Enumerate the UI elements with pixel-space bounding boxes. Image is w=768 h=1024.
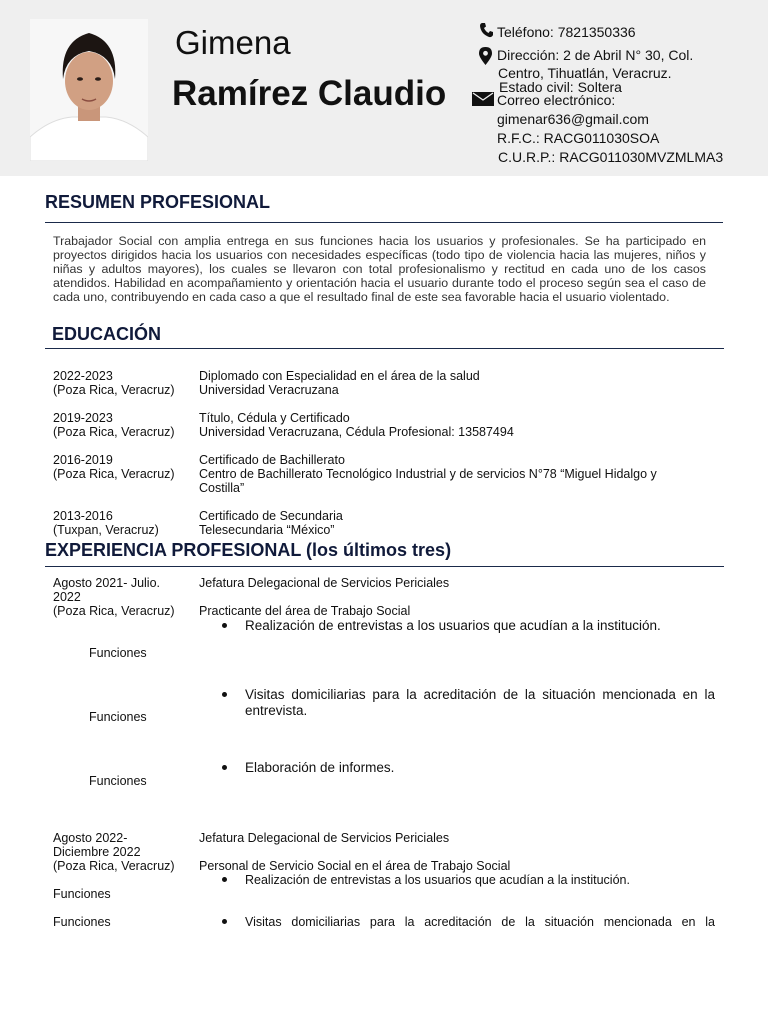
profile-photo bbox=[30, 19, 148, 161]
first-name: Gimena bbox=[175, 24, 291, 61]
functions-label: Funciones bbox=[89, 774, 147, 788]
education-place: (Poza Rica, Veracruz) bbox=[53, 425, 175, 439]
bullet-dot bbox=[222, 765, 227, 770]
curp: C.U.R.P.: RACG011030MVZMLMA3 bbox=[498, 149, 724, 165]
civil-status: Estado civil: Soltera bbox=[499, 79, 622, 95]
education-title-item: Título, Cédula y Certificado bbox=[199, 411, 350, 425]
email-label: Correo electrónico: bbox=[497, 92, 616, 108]
education-divider bbox=[45, 348, 724, 349]
job-period: Agosto 2022- bbox=[53, 831, 128, 845]
education-title: EDUCACIÓN bbox=[52, 324, 162, 344]
job-function: Visitas domiciliarias para la acreditación de la situación mencionada en la bbox=[245, 915, 715, 929]
education-years: 2016-2019 bbox=[53, 453, 113, 467]
education-place: (Tuxpan, Veracruz) bbox=[53, 523, 159, 537]
rfc: R.F.C.: RACG011030SOA bbox=[497, 130, 660, 146]
functions-label: Funciones bbox=[53, 915, 111, 929]
last-name: Ramírez Claudio bbox=[172, 74, 447, 113]
address-line-2: Centro, Tihuatlán, Veracruz. bbox=[498, 65, 672, 81]
functions-label: Funciones bbox=[89, 710, 147, 724]
education-institution: Centro de Bachillerato Tecnológico Industrial y de servicios N°78 “Miguel Hidalgo y Costilla” bbox=[199, 467, 657, 495]
job-period: Agosto 2021- Julio. bbox=[53, 576, 161, 590]
job-function: Realización de entrevistas a los usuarios que acudían a la institución. bbox=[245, 873, 630, 887]
education-title-item: Certificado de Bachillerato bbox=[199, 453, 345, 467]
education-years: 2022-2023 bbox=[53, 369, 113, 383]
address-line-1: Dirección: 2 de Abril N° 30, Col. bbox=[497, 47, 694, 63]
functions-label: Funciones bbox=[89, 646, 147, 660]
education-institution: Universidad Veracruzana, Cédula Profesional: 13587494 bbox=[199, 425, 514, 439]
experience-divider bbox=[45, 566, 724, 567]
email-address: gimenar636@gmail.com bbox=[497, 111, 649, 127]
education-institution: Universidad Veracruzana bbox=[199, 383, 339, 397]
education-place: (Poza Rica, Veracruz) bbox=[53, 467, 175, 481]
education-title-item: Diplomado con Especialidad en el área de la salud bbox=[199, 369, 480, 383]
education-institution: Telesecundaria “México” bbox=[199, 523, 335, 537]
job-function: Realización de entrevistas a los usuarios que acudían a la institución. bbox=[245, 618, 661, 633]
job-place: (Poza Rica, Veracruz) bbox=[53, 859, 175, 873]
job-place: (Poza Rica, Veracruz) bbox=[53, 604, 175, 618]
job-employer: Jefatura Delegacional de Servicios Periciales bbox=[199, 576, 450, 590]
education-years: 2019-2023 bbox=[53, 411, 113, 425]
location-pin-icon bbox=[479, 47, 492, 70]
phone-text: Teléfono: 7821350336 bbox=[497, 24, 636, 40]
summary-title: RESUMEN PROFESIONAL bbox=[45, 192, 271, 212]
envelope-icon bbox=[472, 92, 494, 111]
education-title-item: Certificado de Secundaria bbox=[199, 509, 343, 523]
job-period: 2022 bbox=[53, 590, 81, 604]
education-years: 2013-2016 bbox=[53, 509, 113, 523]
summary-text: Trabajador Social con amplia entrega en sus funciones hacia los usuarios y profesionales. Se ha participado en proyectos dirigidos hacia los usuarios con necesidades específicas (todo tipo de violencia hacia las mujeres, niños y niñas y adultos mayores), los cuales se llevaron con total profesionalismo y rectitud en cada uno de los casos atendidos. Habilidad en acompañamiento y orientación hacia el usuario durante todo el proceso según sea el caso de cada uno, contribuyendo en cada caso a que el resultado final de este sea favorable hacia el usuario violentado. bbox=[53, 234, 706, 304]
summary-divider bbox=[45, 222, 723, 223]
bullet-dot bbox=[222, 692, 227, 697]
job-function: Elaboración de informes. bbox=[245, 760, 395, 775]
job-role: Personal de Servicio Social en el área de Trabajo Social bbox=[199, 859, 511, 873]
job-role: Practicante del área de Trabajo Social bbox=[199, 604, 411, 618]
education-place: (Poza Rica, Veracruz) bbox=[53, 383, 175, 397]
phone-icon bbox=[479, 22, 493, 43]
job-employer: Jefatura Delegacional de Servicios Periciales bbox=[199, 831, 450, 845]
bullet-dot bbox=[222, 919, 227, 924]
job-period: Diciembre 2022 bbox=[53, 845, 141, 859]
functions-label: Funciones bbox=[53, 887, 111, 901]
experience-title: EXPERIENCIA PROFESIONAL (los últimos tres) bbox=[45, 540, 452, 560]
bullet-dot bbox=[222, 623, 227, 628]
bullet-dot bbox=[222, 877, 227, 882]
job-function: Visitas domiciliarias para la acreditación de la situación mencionada en la entrevista. bbox=[245, 687, 715, 718]
